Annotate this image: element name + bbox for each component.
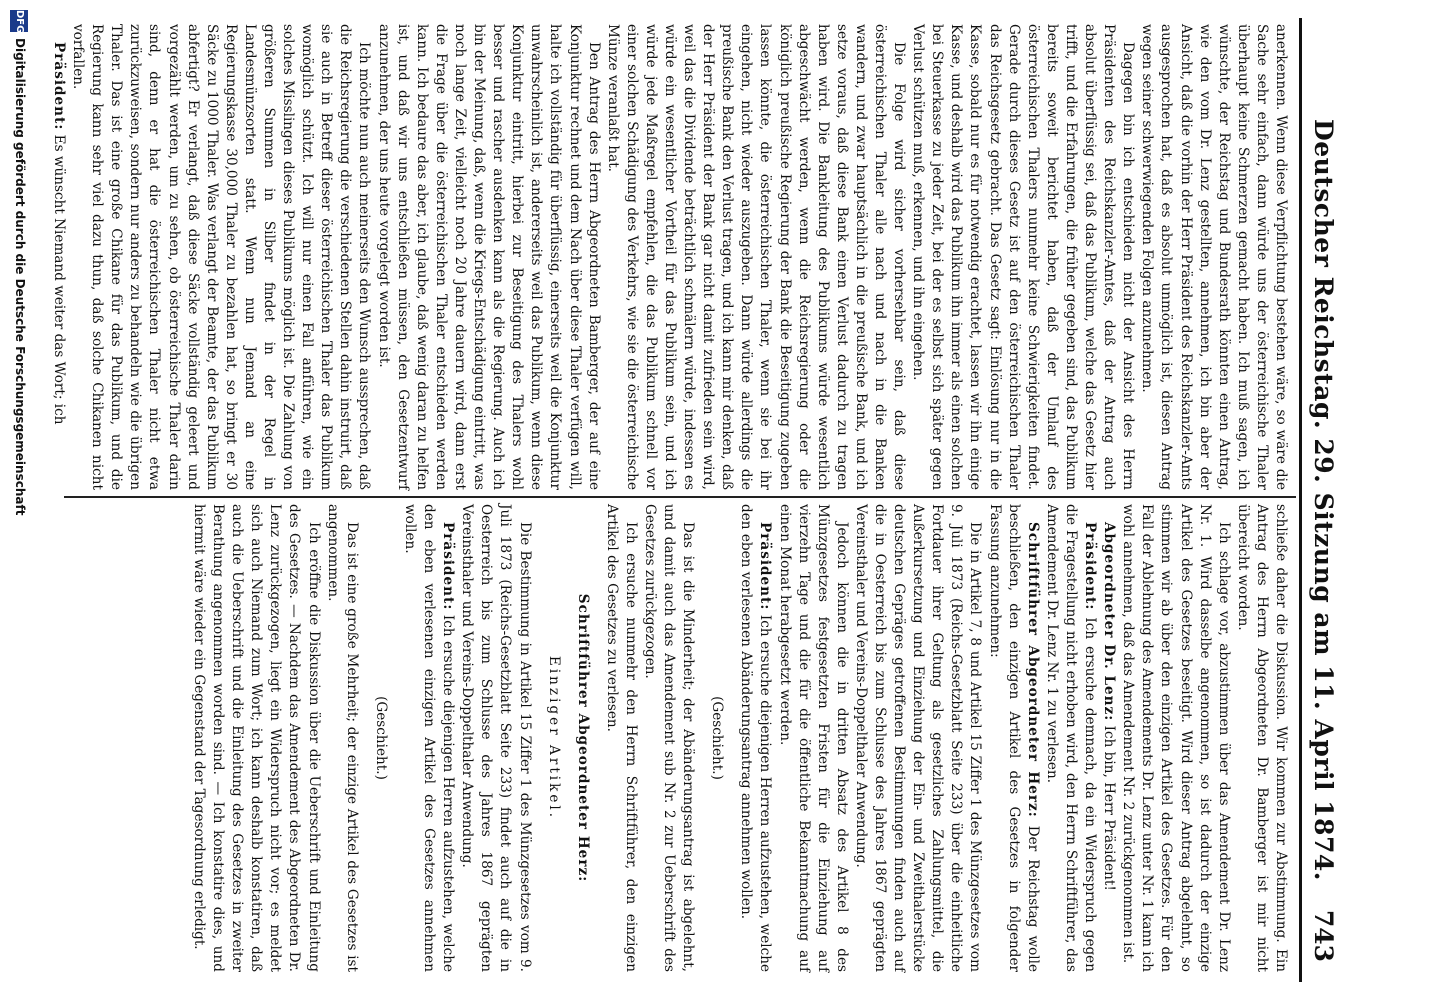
- speech-text: Ich ersuche diejenigen Herren aufzustehen, welche den eben verlesenen einzigen Artikel des Gesetzes annehmen wollen.: [401, 504, 457, 972]
- speech-text: Es wünscht Niemand weiter das Wort; ich: [51, 134, 67, 425]
- speaker-name: Präsident:: [440, 522, 457, 611]
- quoted-text: Die in Artikel 7, 8 und Artikel 15 Ziffer 1 des Münzgesetzes vom 9. Juli 1873 (Reichs-Gesetzblatt Seite 233) über die einheitliche Fortdauer ihrer Geltung als gesetzliches Zahlungsmittel, die Außerkursetzung und Einziehung der Ein- und Zweithalerstücke deutschen Gepräges getroffenen Bestimmungen finden auch auf die in Oesterreich bis zum Schlusse des Jahres 1867 geprägten Vereinsthaler und Vereins-Doppelthaler Anwendung.: [852, 504, 984, 972]
- paragraph: anerkennen. Wenn diese Verpflichtung bestehen wäre, so wäre die Sache sehr einfach, dann würde uns der österreichische Thaler überhaupt keine Schmerzen gemacht haben. Ich muß sagen, ich wünschte, der Reichstag und Bundesrath könnten einen Antrag, wie den vom Dr. Lenz gestellten, annehmen, ich bin aber der Ansicht, daß die vorhin der Herr Präsident des Reichskanzler-Amts ausgesprochen hat, daß es absolut unmöglich ist, diesen Antrag wegen seiner schwerwiegenden Folgen anzunehmen.: [1139, 24, 1289, 490]
- page-header: [1306, 36, 1344, 964]
- speaker-name: Präsident:: [51, 42, 67, 131]
- left-column: [51, 24, 1290, 490]
- paragraph: Den Antrag des Herrn Abgeordneten Bamberger, der auf eine Konjunktur rechnet und dem Nach über diese Thaler verfügen will, halte ich vollständig für überflüssig, einerseits weil die Konjunktur unwahrscheinlich ist, andererseits weil das Publikum, wenn diese Konjunktur eintritt, hierbei zur Beseitigung des Thalers wohl besser und rascher ausdenken kann als die Regierung. Auch ich bin der Meinung, daß, wenn die Kriegs-Entschädigung eintritt, was noch lange Zeit, vielleicht noch 20 Jahre dauern wird, dann erst die Frage über die österreichischen Thaler entschieden werden kann. Ich bedaure das aber, ich glaube, daß wenig daran zu helfen ist, und daß wir uns entschließen müssen, den Gesetzentwurf anzunehmen, der uns heute vorgelegt worden ist.: [375, 24, 602, 490]
- speaker-name: Schriftführer Abgeordneter Herz:: [574, 593, 591, 883]
- quoted-text: Die Bestimmung in Artikel 15 Ziffer 1 des Münzgesetzes vom 9. Juli 1873 (Reichs-Gesetzblatt Seite 233) findet auch auf die in Oesterreich bis zum Schlusse des Jahres 1867 geprägten Vereinsthaler und Vereins-Doppelthaler Anwendung.: [459, 504, 533, 972]
- paragraph: [573, 504, 592, 972]
- paragraph: [985, 504, 1042, 972]
- paragraph: Ich möchte nun auch meinerseits den Wunsch aussprechen, daß die Reichsregierung die verschiedenen Stellen dahin instruirt, daß sie auch in Betreff dieser österreichischen Thaler das Publikum womöglich schützt. Ich will nur einen Fall anführen, wie ein solches Misslingen dieses Publikums möglich ist. Die Zahlung von größeren Summen in Silber findet in der Regel in Landesmünzsorten statt. Wenn nun Jemand an eine Regierungskasse 30,000 Thaler zu bezahlen hat, so bringt er 30 Säcke zu 1000 Thaler. Was verlangt der Beamte, der das Publikum abfertigt? Er verlangt, daß diese Säcke vollständig geleert und vorgezählt werden, um zu sehen, ob österreichische Thaler darin sind, denn er hat die österreichischen Thaler nicht etwa zurückzuweisen, sondern nur anders zu behandeln wie die übrigen Thaler. Das ist eine große Chikane für das Publikum, und die Regierung kann sehr viel dazu thun, daß solche Chikanen nicht vorfallen.: [70, 24, 373, 490]
- paragraph: Das ist die Minderheit; der Abänderungsantrag ist abgelehnt, und damit auch das Amendement sub Nr. 2 zur Ueberschrift des Gesetzes zurückgezogen.: [642, 504, 697, 972]
- stage-direction: (Geschieht.): [372, 696, 389, 780]
- speech-text: Ich ersuche diejenigen Herren aufzustehen, welche den eben verlesenen Abänderungsantrag annehmen wollen.: [738, 504, 774, 972]
- article-heading: Einziger Artikel.: [545, 655, 562, 821]
- paragraph: Dagegen bin ich entschieden nicht der Ansicht des Herrn Präsidenten des Reichskanzler-Amtes, daß der Antrag auch absolut überflüssig sei, daß das Publikum, welche das Gesetz hier trifft, und die Erfahrungen, die früher gegeben sind, das Publikum bereits soweit berichtet haben, daß der Umlauf des österreichischen Thalers nunmehr keine Schwierigkeiten findet. Gerade durch dieses Gesetz ist auf den österreichischen Thaler das Reichsgesetz gebracht. Das Gesetz sagt: Einlösung nur in die Kasse, sobald nur es für notwendig erachtet, lassen wir ihn einige Kasse, und deshalb wird das Publikum ihn immer als einen solchen bei Steuerkasse zu jeder Zeit, bei der es selbst sich später gegen Verlust schützen muß, erkennen, und ihn eingehen.: [910, 24, 1137, 490]
- paragraph: [736, 504, 774, 972]
- digitization-credit: Digitalisierung gefördert durch die Deutsche Forschungsgemeinschaft: [13, 38, 27, 516]
- paragraph: [400, 504, 457, 972]
- speaker-name: Schriftführer Abgeordneter Herz:: [1024, 522, 1041, 818]
- column-divider: [64, 496, 1296, 498]
- speaker-name: Präsident:: [757, 522, 774, 611]
- page-number: 743: [1309, 909, 1338, 962]
- paragraph: Die Folge wird sicher vorhersehbar sein, daß diese österreichischen Thaler alle nach und nach in die Banken wandern, und zwar hauptsächlich in die preußische Bank, und ich setze voraus, daß diese Bank einen Verlust dadurch zu tragen haben wird. Die Bankleitung des Publikums würde wesentlich abgeschwächt werden, wenn die Reichsregierung oder die königlich preußische Regierung der Bank die Beseitigung zugeben lassen könnte, die österreichischen Thaler, wenn sie bei ihr eingehen, nicht wieder auszugeben. Dann würde allerdings die preußische Bank den Verlust tragen, und ich kann mir denken, daß der Herr Präsident der Bank gar nicht damit zufrieden sein wird, weil das die Dividende beträchtlich schmälern würde, indessen es würde ein wesentlicher Vortheil für das Publikum sein, und ich würde jede Maßregel empfehlen, die das Publikum schnell vor einer solchen Schädigung des Verkehrs, wie sie die österreichische Münze veranlaßt hat.: [604, 24, 908, 490]
- page-title: Deutscher Reichstag. 29. Sitzung am 11. April 1874.: [1309, 119, 1338, 881]
- digitization-credit-bar: [0, 0, 36, 1000]
- paragraph: Ich eröffne die Diskussion über die Ueberschrift und Einleitung des Gesetzes. — Nachdem das Amendement des Abgeordneten Dr. Lenz zurückgezogen, liegt ein Widerspruch nicht vor; es meldet sich auch Niemand zum Wort; ich kann deshalb konstatiren, daß auch die Ueberschrift und die Einleitung des Gesetzes in zweiter Berathung angenommen worden sind. — Ich konstatire dies, und hiermit wäre wieder ein Gegenstand der Tagesordnung erledigt.: [191, 504, 322, 972]
- speech-text: Der Reichstag wolle beschließen, den einzigen Artikel des Gesetzes in folgender Fassung anzunehmen:: [986, 504, 1041, 973]
- paragraph: Ich ersuche nunmehr den Herrn Schriftführer, den einzigen Artikel des Gesetzes zu verlesen.: [603, 504, 639, 972]
- quoted-text: Jedoch können die in dritten Absatz des Artikel 8 des Münzgesetzes festgesetzten Fristen für die Einziehung auf vierzehn Tage und die für die öffentliche Bekanntmachung auf einen Monat herabgesetzt werden.: [776, 504, 850, 972]
- header-rule: [1299, 18, 1302, 982]
- stage-direction: (Geschieht.): [709, 696, 726, 780]
- speech-text: Ich bin, Herr Präsident!: [1101, 725, 1118, 891]
- speech-text: Ich ersuche demnach, da ein Widerspruch gegen die Fragestellung nicht erhoben wird, den Herrn Schriftführer, das Amendement Dr. Lenz Nr. 1 zu verlesen.: [1043, 504, 1099, 972]
- paragraph: [49, 24, 68, 490]
- paragraph: [1099, 504, 1118, 972]
- paragraph: [1042, 504, 1099, 972]
- paragraph: Ich schlage vor, abzustimmen über das Amendement Dr. Lenz Nr. 1. Wird dasselbe angenommen, so ist dadurch der einzige Artikel des Gesetzes beseitigt. Wird dieser Antrag abgelehnt, so stimmen wir ab über den einzigen Artikel des Gesetzes. Für den Fall der Ablehnung des Amendements Dr. Lenz unter Nr. 1 kann ich wohl annehmen, daß das Amendement Nr. 2 zurückgenommen ist.: [1120, 504, 1232, 972]
- speaker-name: Abgeordneter Dr. Lenz:: [1101, 522, 1118, 722]
- paragraph: schließe daher die Diskussion. Wir kommen zur Abstimmung. Ein Antrag des Herrn Abgeordneten Dr. Bamberger ist mir nicht übereicht worden.: [1234, 504, 1289, 972]
- dfg-logo-icon: DFG: [10, 10, 28, 32]
- speaker-name: Präsident:: [1082, 522, 1099, 611]
- paragraph: Das ist eine große Mehrheit; der einzige Artikel des Gesetzes ist angenommen.: [324, 504, 360, 972]
- right-column: [60, 504, 1290, 972]
